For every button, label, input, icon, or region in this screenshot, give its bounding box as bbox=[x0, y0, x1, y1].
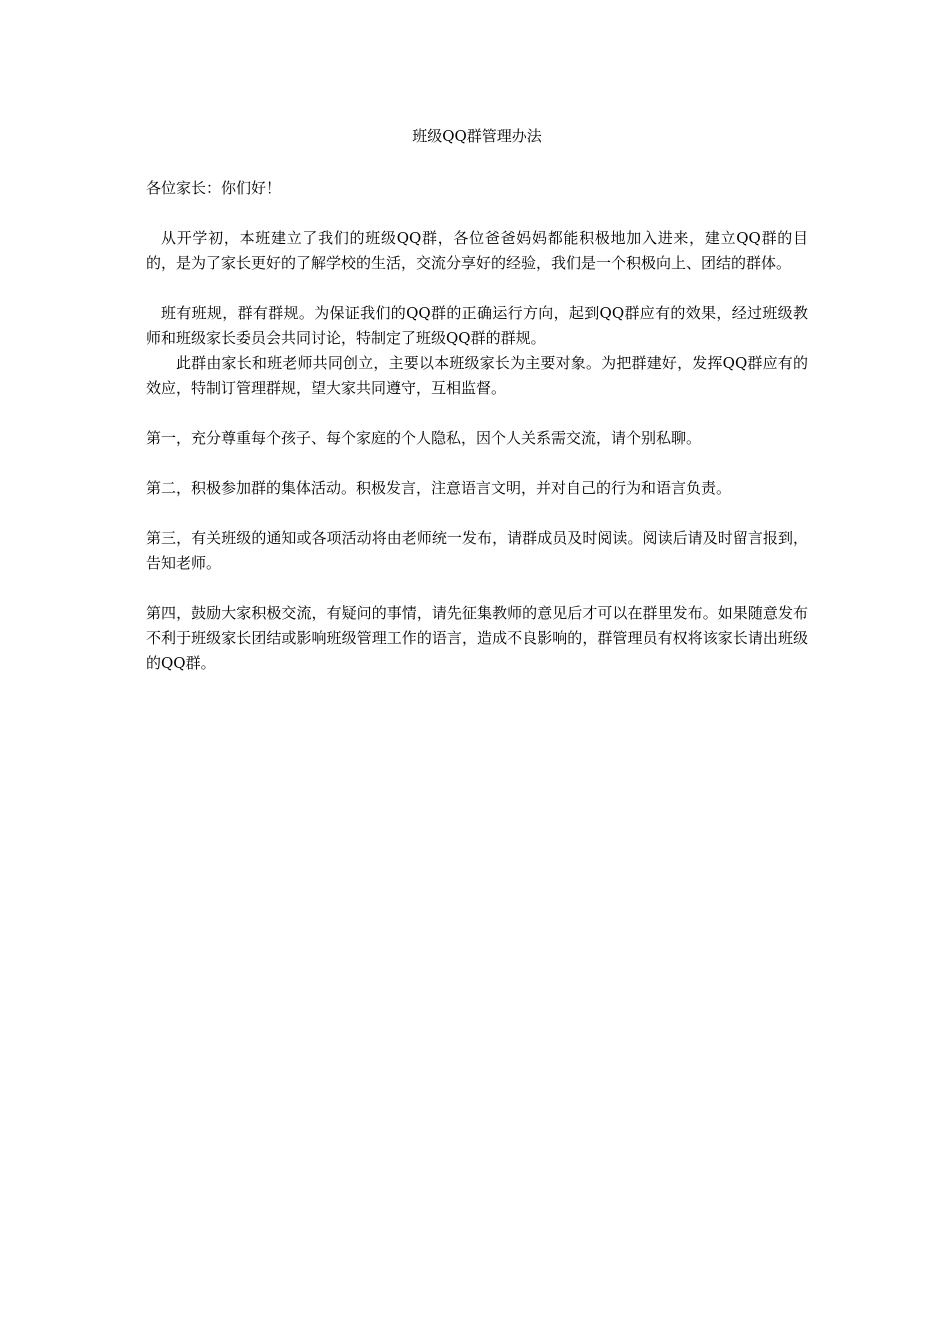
document-title: 班级QQ群管理办法 bbox=[412, 127, 542, 145]
rule-item: 第四，鼓励大家积极交流，有疑问的事情，请先征集教师的意见后才可以在群里发布。如果随意发布不利于班级家长团结或影响班级管理工作的语言，造成不良影响的，群管理员有权将该家长请出班级的QQ群。 bbox=[146, 604, 808, 672]
paragraph-group-rules: 班有班规，群有群规。为保证我们的QQ群的正确运行方向，起到QQ群应有的效果，经过班级教师和班级家长委员会共同讨论，特制定了班级QQ群的群规。 bbox=[146, 304, 808, 347]
greeting: 各位家长：你们好！ bbox=[146, 179, 282, 197]
document-body bbox=[146, 124, 808, 676]
paragraph-intro: 从开学初，本班建立了我们的班级QQ群，各位爸爸妈妈都能积极地加入进来，建立QQ群的目的，是为了家长更好的了解学校的生活，交流分享好的经验，我们是一个积极向上、团结的群体。 bbox=[146, 229, 808, 272]
rule-item: 第一，充分尊重每个孩子、每个家庭的个人隐私，因个人关系需交流，请个别私聊。 bbox=[146, 429, 702, 447]
paragraph-group-purpose: 此群由家长和班老师共同创立，主要以本班级家长为主要对象。为把群建好，发挥QQ群应有的效应，特制订管理群规，望大家共同遵守，互相监督。 bbox=[146, 354, 808, 397]
rule-item: 第二，积极参加群的集体活动。积极发言，注意语言文明，并对自己的行为和语言负责。 bbox=[146, 479, 732, 497]
rule-item: 第三，有关班级的通知或各项活动将由老师统一发布，请群成员及时阅读。阅读后请及时留言报到，告知老师。 bbox=[146, 529, 808, 572]
